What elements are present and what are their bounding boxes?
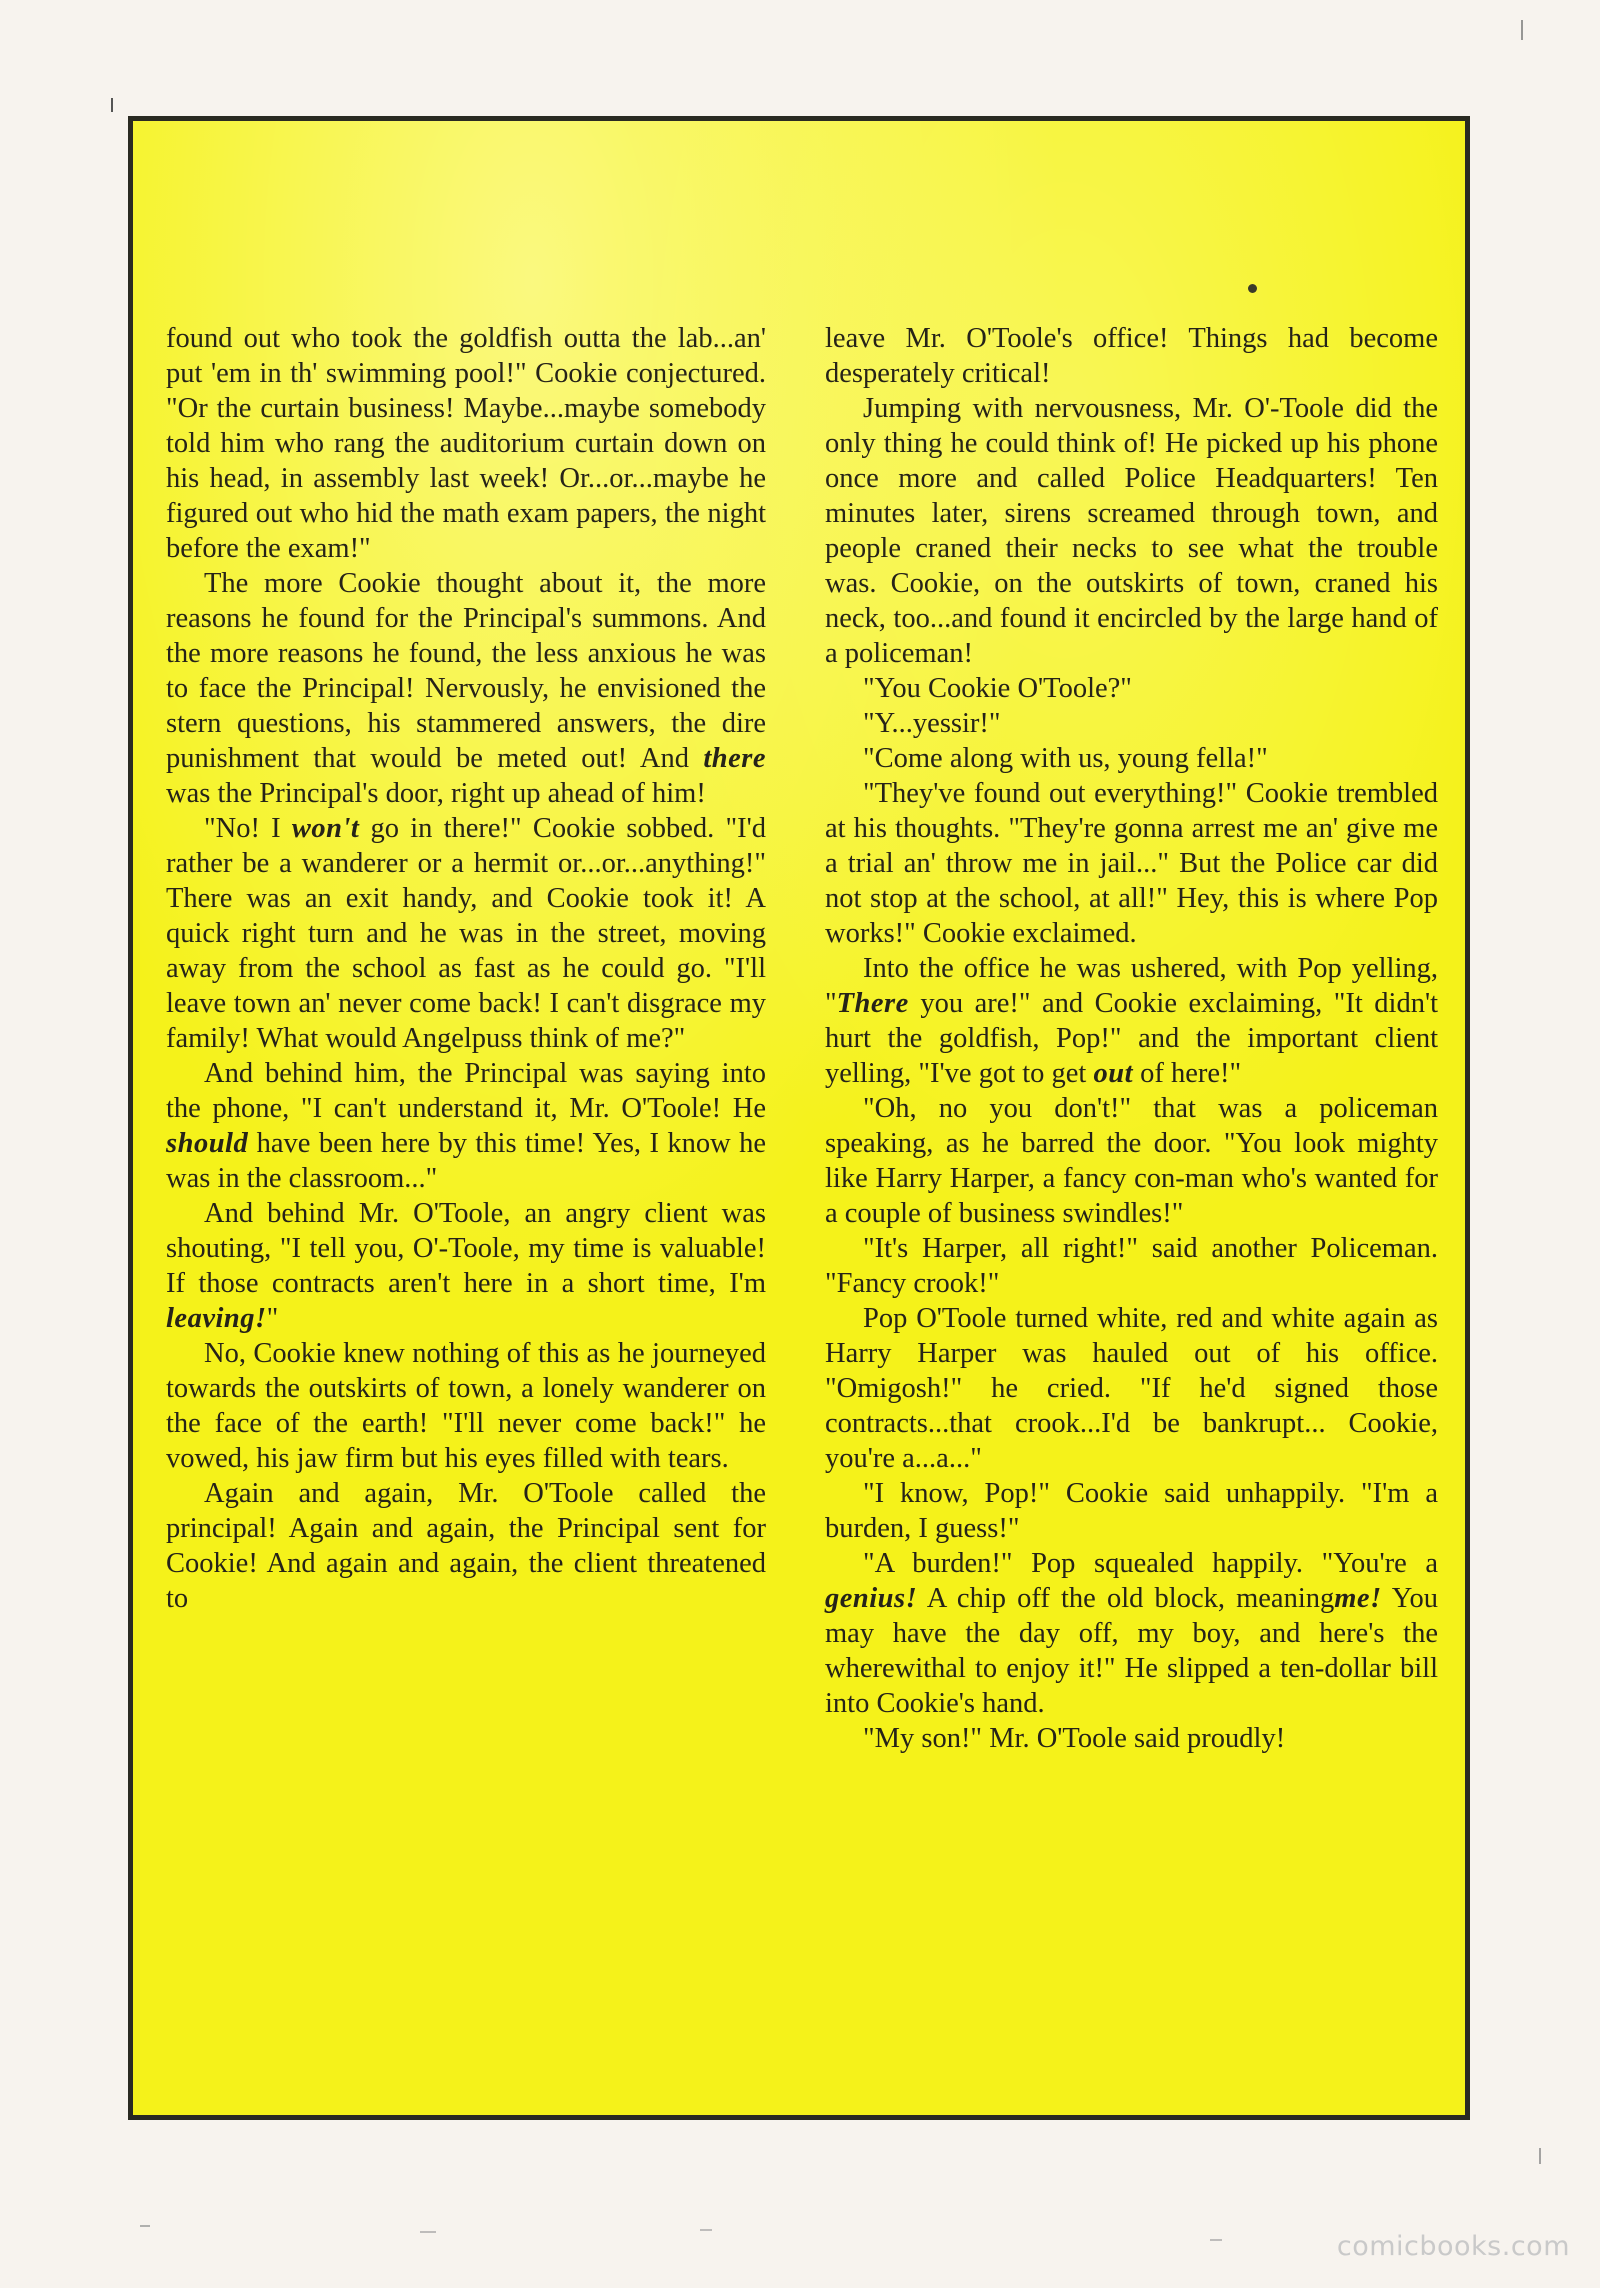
paragraph: No, Cookie knew nothing of this as he journeyed towards the outskirts of town, a lonely wanderer on the face of the earth! "I'll never come back!" he vowed, his jaw firm but his eyes filled with tears. bbox=[166, 1338, 766, 1474]
watermark: comicbooks.com bbox=[1336, 2231, 1570, 2262]
paragraph: "Oh, no you don't!" that was a policeman speaking, as he barred the door. "You look mighty like Harry Harper, a fancy con-man who's wanted for a couple of business swindles!" bbox=[825, 1093, 1438, 1229]
paragraph: "I know, Pop!" Cookie said unhappily. "I'm a burden, I guess!" bbox=[825, 1478, 1438, 1544]
text-panel bbox=[128, 116, 1470, 2120]
ink-speck bbox=[1248, 284, 1257, 293]
right-column bbox=[825, 321, 1438, 1756]
paragraph: "You Cookie O'Toole?" bbox=[863, 673, 1132, 704]
paragraph: leave Mr. O'Toole's office! Things had become desperately critical! bbox=[825, 323, 1438, 389]
paragraph: Again and again, Mr. O'Toole called the principal! Again and again, the Principal sent for Cookie! And again and again, the client threatened to bbox=[166, 1478, 766, 1614]
paragraph: "No! I won't go in there!" Cookie sobbed. "I'd rather be a wanderer or a hermit or...or...anything!" There was an exit handy, and Cookie took it! A quick right turn and he was in the street, moving away from the school as fast as he could go. "I'll leave town an' never come back! I can't disgrace my family! What would Angelpuss think of me?" bbox=[166, 813, 766, 1054]
paragraph: "My son!" Mr. O'Toole said proudly! bbox=[863, 1723, 1286, 1754]
paragraph: "They've found out everything!" Cookie trembled at his thoughts. "They're gonna arrest me an' give me a trial an' throw me in jail..." But the Police car did not stop at the school, at all!" Hey, this is where Pop works!" Cookie exclaimed. bbox=[825, 778, 1438, 949]
paragraph: Jumping with nervousness, Mr. O'-Toole did the only thing he could think of! He picked up his phone once more and called Police Headquarters! Ten minutes later, sirens screamed through town, and people craned their necks to see what the trouble was. Cookie, on the outskirts of town, craned his neck, too...and found it encircled by the large hand of a policeman! bbox=[825, 393, 1438, 669]
left-column bbox=[166, 321, 766, 1616]
paragraph: "A burden!" Pop squealed happily. "You're a genius! A chip off the old block, meaningme! You may have the day off, my boy, and here's the wherewithal to enjoy it!" He slipped a ten-dollar bill into Cookie's hand. bbox=[825, 1548, 1438, 1719]
paragraph: "It's Harper, all right!" said another Policeman. "Fancy crook!" bbox=[825, 1233, 1438, 1299]
paragraph: "Y...yessir!" bbox=[863, 708, 1001, 739]
paragraph: Pop O'Toole turned white, red and white again as Harry Harper was hauled out of his office. "Omigosh!" he cried. "If he'd signed those contracts...that crook...I'd be bankrupt... Cookie, you're a...a..." bbox=[825, 1303, 1438, 1474]
paragraph: And behind Mr. O'Toole, an angry client was shouting, "I tell you, O'-Toole, my time is valuable! If those contracts aren't here in a short time, I'm leaving!" bbox=[166, 1198, 766, 1334]
paragraph: The more Cookie thought about it, the more reasons he found for the Principal's summons. And the more reasons he found, the less anxious he was to face the Principal! Nervously, he envisioned the stern questions, his stammered answers, the dire punishment that would be meted out! And there was the Principal's door, right up ahead of him! bbox=[166, 568, 766, 809]
paragraph: found out who took the goldfish outta the lab...an' put 'em in th' swimming pool!" Cookie conjectured. "Or the curtain business! Maybe...maybe somebody told him who rang the auditorium curtain down on his head, in assembly last week! Or...or...maybe he figured out who hid the math exam papers, the night before the exam!" bbox=[166, 323, 766, 564]
paragraph: Into the office he was ushered, with Pop yelling, "There you are!" and Cookie exclaiming, "It didn't hurt the goldfish, Pop!" and the important client yelling, "I've got to get out of here!" bbox=[825, 953, 1439, 1089]
paragraph: "Come along with us, young fella!" bbox=[863, 743, 1268, 774]
paragraph: And behind him, the Principal was saying into the phone, "I can't understand it, Mr. O'Toole! He should have been here by this time! Yes, I know he was in the classroom..." bbox=[166, 1058, 766, 1194]
